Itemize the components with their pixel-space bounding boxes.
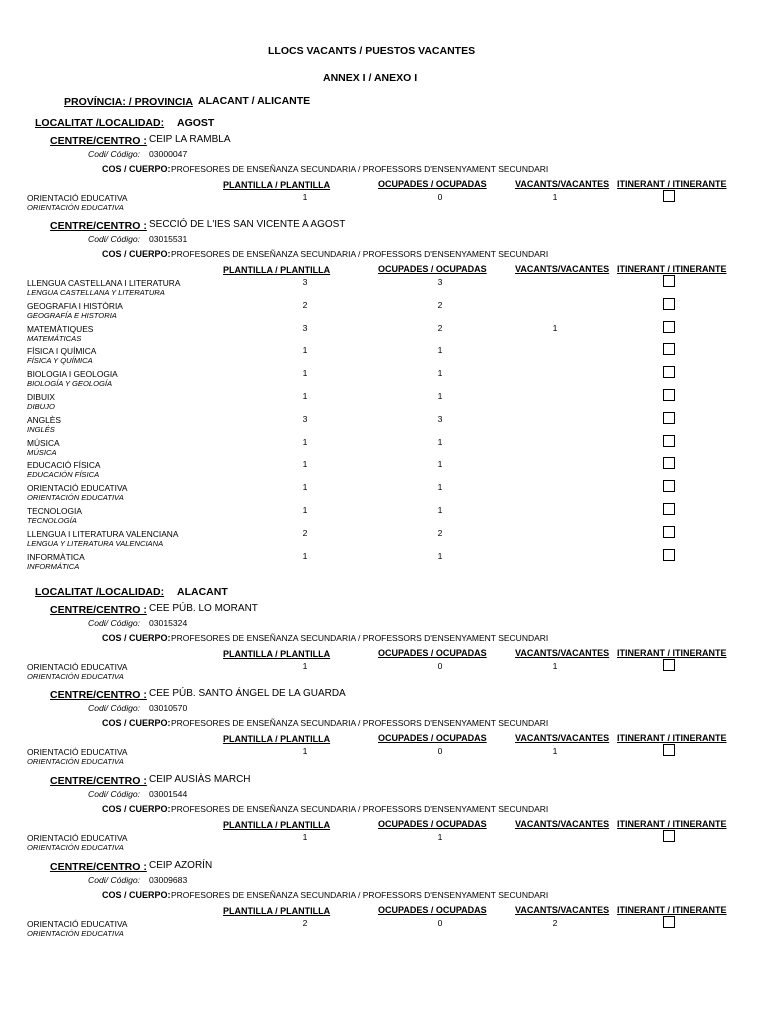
- row-speciality-es: LENGUA Y LITERATURA VALENCIANA: [27, 538, 164, 548]
- col-header-itinerant: ITINERANT / ITINERANTE: [617, 179, 727, 189]
- itinerant-checkbox[interactable]: [663, 457, 675, 469]
- row-plantilla: 1: [302, 192, 308, 202]
- row-plantilla: 3: [302, 322, 308, 333]
- row-speciality-val: ORIENTACIÓ EDUCATIVA: [27, 919, 128, 929]
- itinerant-checkbox[interactable]: [663, 549, 675, 561]
- col-header-plantilla: PLANTILLA / PLANTILLA: [223, 180, 331, 190]
- row-ocupades: 3: [437, 277, 443, 287]
- row-ocupades: 1: [437, 459, 443, 470]
- row-ocupades: 1: [437, 550, 443, 561]
- cos-label: COS / CUERPO:: [102, 164, 171, 174]
- row-ocupades: 1: [437, 391, 443, 401]
- row-speciality-val: LLENGUA CASTELLANA I LITERATURA: [27, 278, 181, 288]
- row-speciality-val: MÚSICA: [27, 437, 60, 448]
- row-plantilla: 2: [302, 527, 308, 538]
- row-speciality-es: MATEMÁTICAS: [27, 333, 82, 343]
- row-speciality-es: INFORMÁTICA: [27, 561, 80, 571]
- row-plantilla: 1: [302, 505, 308, 515]
- centre-name: SECCIÓ DE L'IES SAN VICENTE A AGOST: [149, 219, 346, 230]
- cos-label: COS / CUERPO:: [102, 718, 171, 728]
- codi-label: Codi/ Código:: [88, 149, 141, 159]
- localitat-label: LOCALITAT /LOCALIDAD:: [35, 586, 165, 598]
- itinerant-checkbox[interactable]: [663, 366, 675, 378]
- row-plantilla: 1: [302, 345, 308, 356]
- row-plantilla: 3: [302, 277, 308, 287]
- centre-code: 03010570: [149, 703, 188, 713]
- codi-label: Codi/ Código:: [88, 618, 141, 628]
- col-header-itinerant: ITINERANT / ITINERANTE: [617, 733, 727, 743]
- row-speciality-es: DIBUJO: [27, 402, 55, 411]
- cos-value: PROFESORES DE ENSEÑANZA SECUNDARIA / PROFESSORS D'ENSENYAMENT SECUNDARI: [171, 718, 549, 728]
- itinerant-checkbox[interactable]: [663, 659, 675, 671]
- col-header-vacants: VACANTS/VACANTES: [515, 819, 610, 829]
- itinerant-checkbox[interactable]: [663, 916, 675, 928]
- row-speciality-es: ORIENTACIÓN EDUCATIVA: [27, 672, 124, 681]
- row-vacants: 1: [552, 661, 558, 671]
- centre-code: 03000047: [149, 149, 188, 159]
- cos-label: COS / CUERPO:: [102, 804, 171, 814]
- col-header-ocupades: OCUPADES / OCUPADAS: [378, 905, 487, 915]
- row-plantilla: 2: [302, 299, 308, 310]
- row-speciality-val: BIOLOGIA I GEOLOGIA: [27, 369, 118, 380]
- row-speciality-val: EDUCACIÓ FÍSICA: [27, 460, 101, 471]
- row-speciality-val: ORIENTACIÓ EDUCATIVA: [27, 193, 128, 203]
- cos-value: PROFESORES DE ENSEÑANZA SECUNDARIA / PROFESSORS D'ENSENYAMENT SECUNDARI: [171, 164, 549, 174]
- centre-label: CENTRE/CENTRO :: [50, 604, 147, 616]
- cos-value: PROFESORES DE ENSEÑANZA SECUNDARIA / PROFESSORS D'ENSENYAMENT SECUNDARI: [171, 249, 549, 259]
- row-vacants: 1: [552, 746, 558, 756]
- centre-name: CEIP AUSIÀS MARCH: [149, 774, 251, 785]
- row-plantilla: 2: [302, 918, 308, 928]
- row-speciality-val: ORIENTACIÓ EDUCATIVA: [27, 483, 128, 494]
- centre-name: CEIP LA RAMBLA: [149, 134, 231, 145]
- cos-value: PROFESORES DE ENSEÑANZA SECUNDARIA / PROFESSORS D'ENSENYAMENT SECUNDARI: [171, 890, 549, 900]
- row-speciality-val: ORIENTACIÓ EDUCATIVA: [27, 662, 128, 672]
- cos-value: PROFESORES DE ENSEÑANZA SECUNDARIA / PROFESSORS D'ENSENYAMENT SECUNDARI: [171, 633, 549, 643]
- cos-label: COS / CUERPO:: [102, 890, 171, 900]
- itinerant-checkbox[interactable]: [663, 298, 675, 310]
- itinerant-checkbox[interactable]: [663, 275, 675, 287]
- row-ocupades: 3: [437, 413, 443, 424]
- itinerant-checkbox[interactable]: [663, 503, 675, 515]
- localitat-name: ALACANT: [177, 586, 228, 598]
- centre-label: CENTRE/CENTRO :: [50, 135, 147, 147]
- row-plantilla: 1: [302, 391, 308, 401]
- row-plantilla: 1: [302, 746, 308, 756]
- col-header-plantilla: PLANTILLA / PLANTILLA: [223, 734, 331, 744]
- row-plantilla: 1: [302, 661, 308, 671]
- row-ocupades: 0: [437, 661, 443, 671]
- row-speciality-es: EDUCACIÓN FÍSICA: [27, 470, 100, 480]
- col-header-vacants: VACANTS/VACANTES: [515, 733, 610, 743]
- row-speciality-es: TECNOLOGÍA: [27, 516, 77, 525]
- centre-name: CEE PÚB. SANTO ÁNGEL DE LA GUARDA: [149, 688, 346, 699]
- col-header-itinerant: ITINERANT / ITINERANTE: [617, 905, 727, 915]
- codi-label: Codi/ Código:: [88, 703, 141, 713]
- row-ocupades: 2: [437, 322, 443, 333]
- row-ocupades: 1: [437, 436, 443, 447]
- row-speciality-val: FÍSICA I QUÍMICA: [27, 346, 97, 357]
- centre-label: CENTRE/CENTRO :: [50, 861, 147, 873]
- row-plantilla: 1: [302, 550, 308, 561]
- itinerant-checkbox[interactable]: [663, 435, 675, 447]
- row-ocupades: 1: [437, 505, 443, 515]
- row-speciality-val: INFORMÀTICA: [27, 551, 85, 562]
- row-ocupades: 1: [437, 832, 443, 842]
- col-header-itinerant: ITINERANT / ITINERANTE: [617, 819, 727, 829]
- itinerant-checkbox[interactable]: [663, 412, 675, 424]
- row-ocupades: 1: [437, 345, 443, 356]
- col-header-plantilla: PLANTILLA / PLANTILLA: [223, 820, 331, 830]
- codi-label: Codi/ Código:: [88, 789, 141, 799]
- row-speciality-val: GEOGRAFIA I HISTÒRIA: [27, 300, 123, 311]
- row-speciality-val: ORIENTACIÓ EDUCATIVA: [27, 833, 128, 843]
- col-header-itinerant: ITINERANT / ITINERANTE: [617, 264, 727, 274]
- col-header-itinerant: ITINERANT / ITINERANTE: [617, 648, 727, 658]
- itinerant-checkbox[interactable]: [663, 321, 675, 333]
- col-header-plantilla: PLANTILLA / PLANTILLA: [223, 649, 331, 659]
- col-header-vacants: VACANTS/VACANTES: [515, 179, 610, 189]
- itinerant-checkbox[interactable]: [663, 526, 675, 538]
- col-header-vacants: VACANTS/VACANTES: [515, 264, 610, 274]
- row-vacants: 1: [552, 322, 558, 333]
- centre-code: 03015531: [149, 234, 188, 244]
- provincia-label: PROVÍNCIA: / PROVINCIA: [64, 96, 193, 108]
- row-speciality-es: ORIENTACIÓN EDUCATIVA: [27, 203, 124, 212]
- row-speciality-es: ORIENTACIÓN EDUCATIVA: [27, 493, 124, 503]
- centre-code: 03015324: [149, 618, 188, 628]
- annex-title: ANNEX I / ANEXO I: [323, 72, 418, 84]
- row-speciality-val: ANGLÈS: [27, 414, 61, 425]
- row-plantilla: 1: [302, 832, 308, 842]
- centre-label: CENTRE/CENTRO :: [50, 220, 147, 232]
- row-ocupades: 0: [437, 918, 443, 928]
- centre-name: CEE PÚB. LO MORANT: [149, 603, 258, 614]
- itinerant-checkbox[interactable]: [663, 190, 675, 202]
- row-plantilla: 1: [302, 368, 308, 379]
- col-header-ocupades: OCUPADES / OCUPADAS: [378, 179, 487, 189]
- itinerant-checkbox[interactable]: [663, 389, 675, 401]
- localitat-name: AGOST: [177, 117, 215, 129]
- centre-code: 03009683: [149, 875, 188, 885]
- col-header-vacants: VACANTS/VACANTES: [515, 648, 610, 658]
- row-plantilla: 1: [302, 436, 308, 447]
- row-vacants: 2: [552, 918, 558, 928]
- codi-label: Codi/ Código:: [88, 234, 141, 244]
- row-ocupades: 1: [437, 482, 443, 493]
- cos-value: PROFESORES DE ENSEÑANZA SECUNDARIA / PROFESSORS D'ENSENYAMENT SECUNDARI: [171, 804, 549, 814]
- row-speciality-val: MATEMÀTIQUES: [27, 323, 94, 334]
- itinerant-checkbox[interactable]: [663, 480, 675, 492]
- row-ocupades: 0: [437, 746, 443, 756]
- cos-label: COS / CUERPO:: [102, 249, 171, 259]
- row-ocupades: 0: [437, 192, 443, 202]
- col-header-ocupades: OCUPADES / OCUPADAS: [378, 733, 487, 743]
- row-ocupades: 1: [437, 368, 443, 379]
- centre-label: CENTRE/CENTRO :: [50, 775, 147, 787]
- row-speciality-val: ORIENTACIÓ EDUCATIVA: [27, 747, 128, 757]
- row-speciality-es: ORIENTACIÓN EDUCATIVA: [27, 929, 124, 938]
- row-speciality-es: ORIENTACIÓN EDUCATIVA: [27, 757, 124, 766]
- row-speciality-es: MÚSICA: [27, 447, 57, 457]
- row-speciality-es: BIOLOGÍA Y GEOLOGÍA: [27, 379, 113, 389]
- centre-name: CEIP AZORÍN: [149, 860, 213, 871]
- row-plantilla: 3: [302, 413, 308, 424]
- row-speciality-val: TECNOLOGIA: [27, 506, 82, 516]
- col-header-plantilla: PLANTILLA / PLANTILLA: [223, 906, 331, 916]
- row-vacants: 1: [552, 192, 558, 202]
- row-speciality-es: INGLÉS: [27, 424, 55, 434]
- itinerant-checkbox[interactable]: [663, 830, 675, 842]
- row-speciality-es: LENGUA CASTELLANA Y LITERATURA: [27, 288, 165, 297]
- row-speciality-val: LLENGUA I LITERATURA VALENCIANA: [27, 528, 179, 539]
- row-ocupades: 2: [437, 299, 443, 310]
- col-header-plantilla: PLANTILLA / PLANTILLA: [223, 265, 331, 275]
- itinerant-checkbox[interactable]: [663, 343, 675, 355]
- row-speciality-es: ORIENTACIÓN EDUCATIVA: [27, 843, 124, 852]
- col-header-ocupades: OCUPADES / OCUPADAS: [378, 264, 487, 274]
- itinerant-checkbox[interactable]: [663, 744, 675, 756]
- row-plantilla: 1: [302, 482, 308, 493]
- centre-label: CENTRE/CENTRO :: [50, 689, 147, 701]
- row-speciality-es: FÍSICA Y QUÍMICA: [27, 356, 93, 366]
- row-plantilla: 1: [302, 459, 308, 470]
- row-speciality-es: GEOGRAFÍA E HISTORIA: [27, 310, 117, 320]
- provincia-value: ALACANT / ALICANTE: [198, 95, 311, 107]
- row-ocupades: 2: [437, 527, 443, 538]
- col-header-vacants: VACANTS/VACANTES: [515, 905, 610, 915]
- row-speciality-val: DIBUIX: [27, 392, 55, 402]
- centre-code: 03001544: [149, 789, 188, 799]
- codi-label: Codi/ Código:: [88, 875, 141, 885]
- col-header-ocupades: OCUPADES / OCUPADAS: [378, 819, 487, 829]
- document-title: LLOCS VACANTS / PUESTOS VACANTES: [268, 45, 476, 57]
- localitat-label: LOCALITAT /LOCALIDAD:: [35, 117, 165, 129]
- cos-label: COS / CUERPO:: [102, 633, 171, 643]
- col-header-ocupades: OCUPADES / OCUPADAS: [378, 648, 487, 658]
